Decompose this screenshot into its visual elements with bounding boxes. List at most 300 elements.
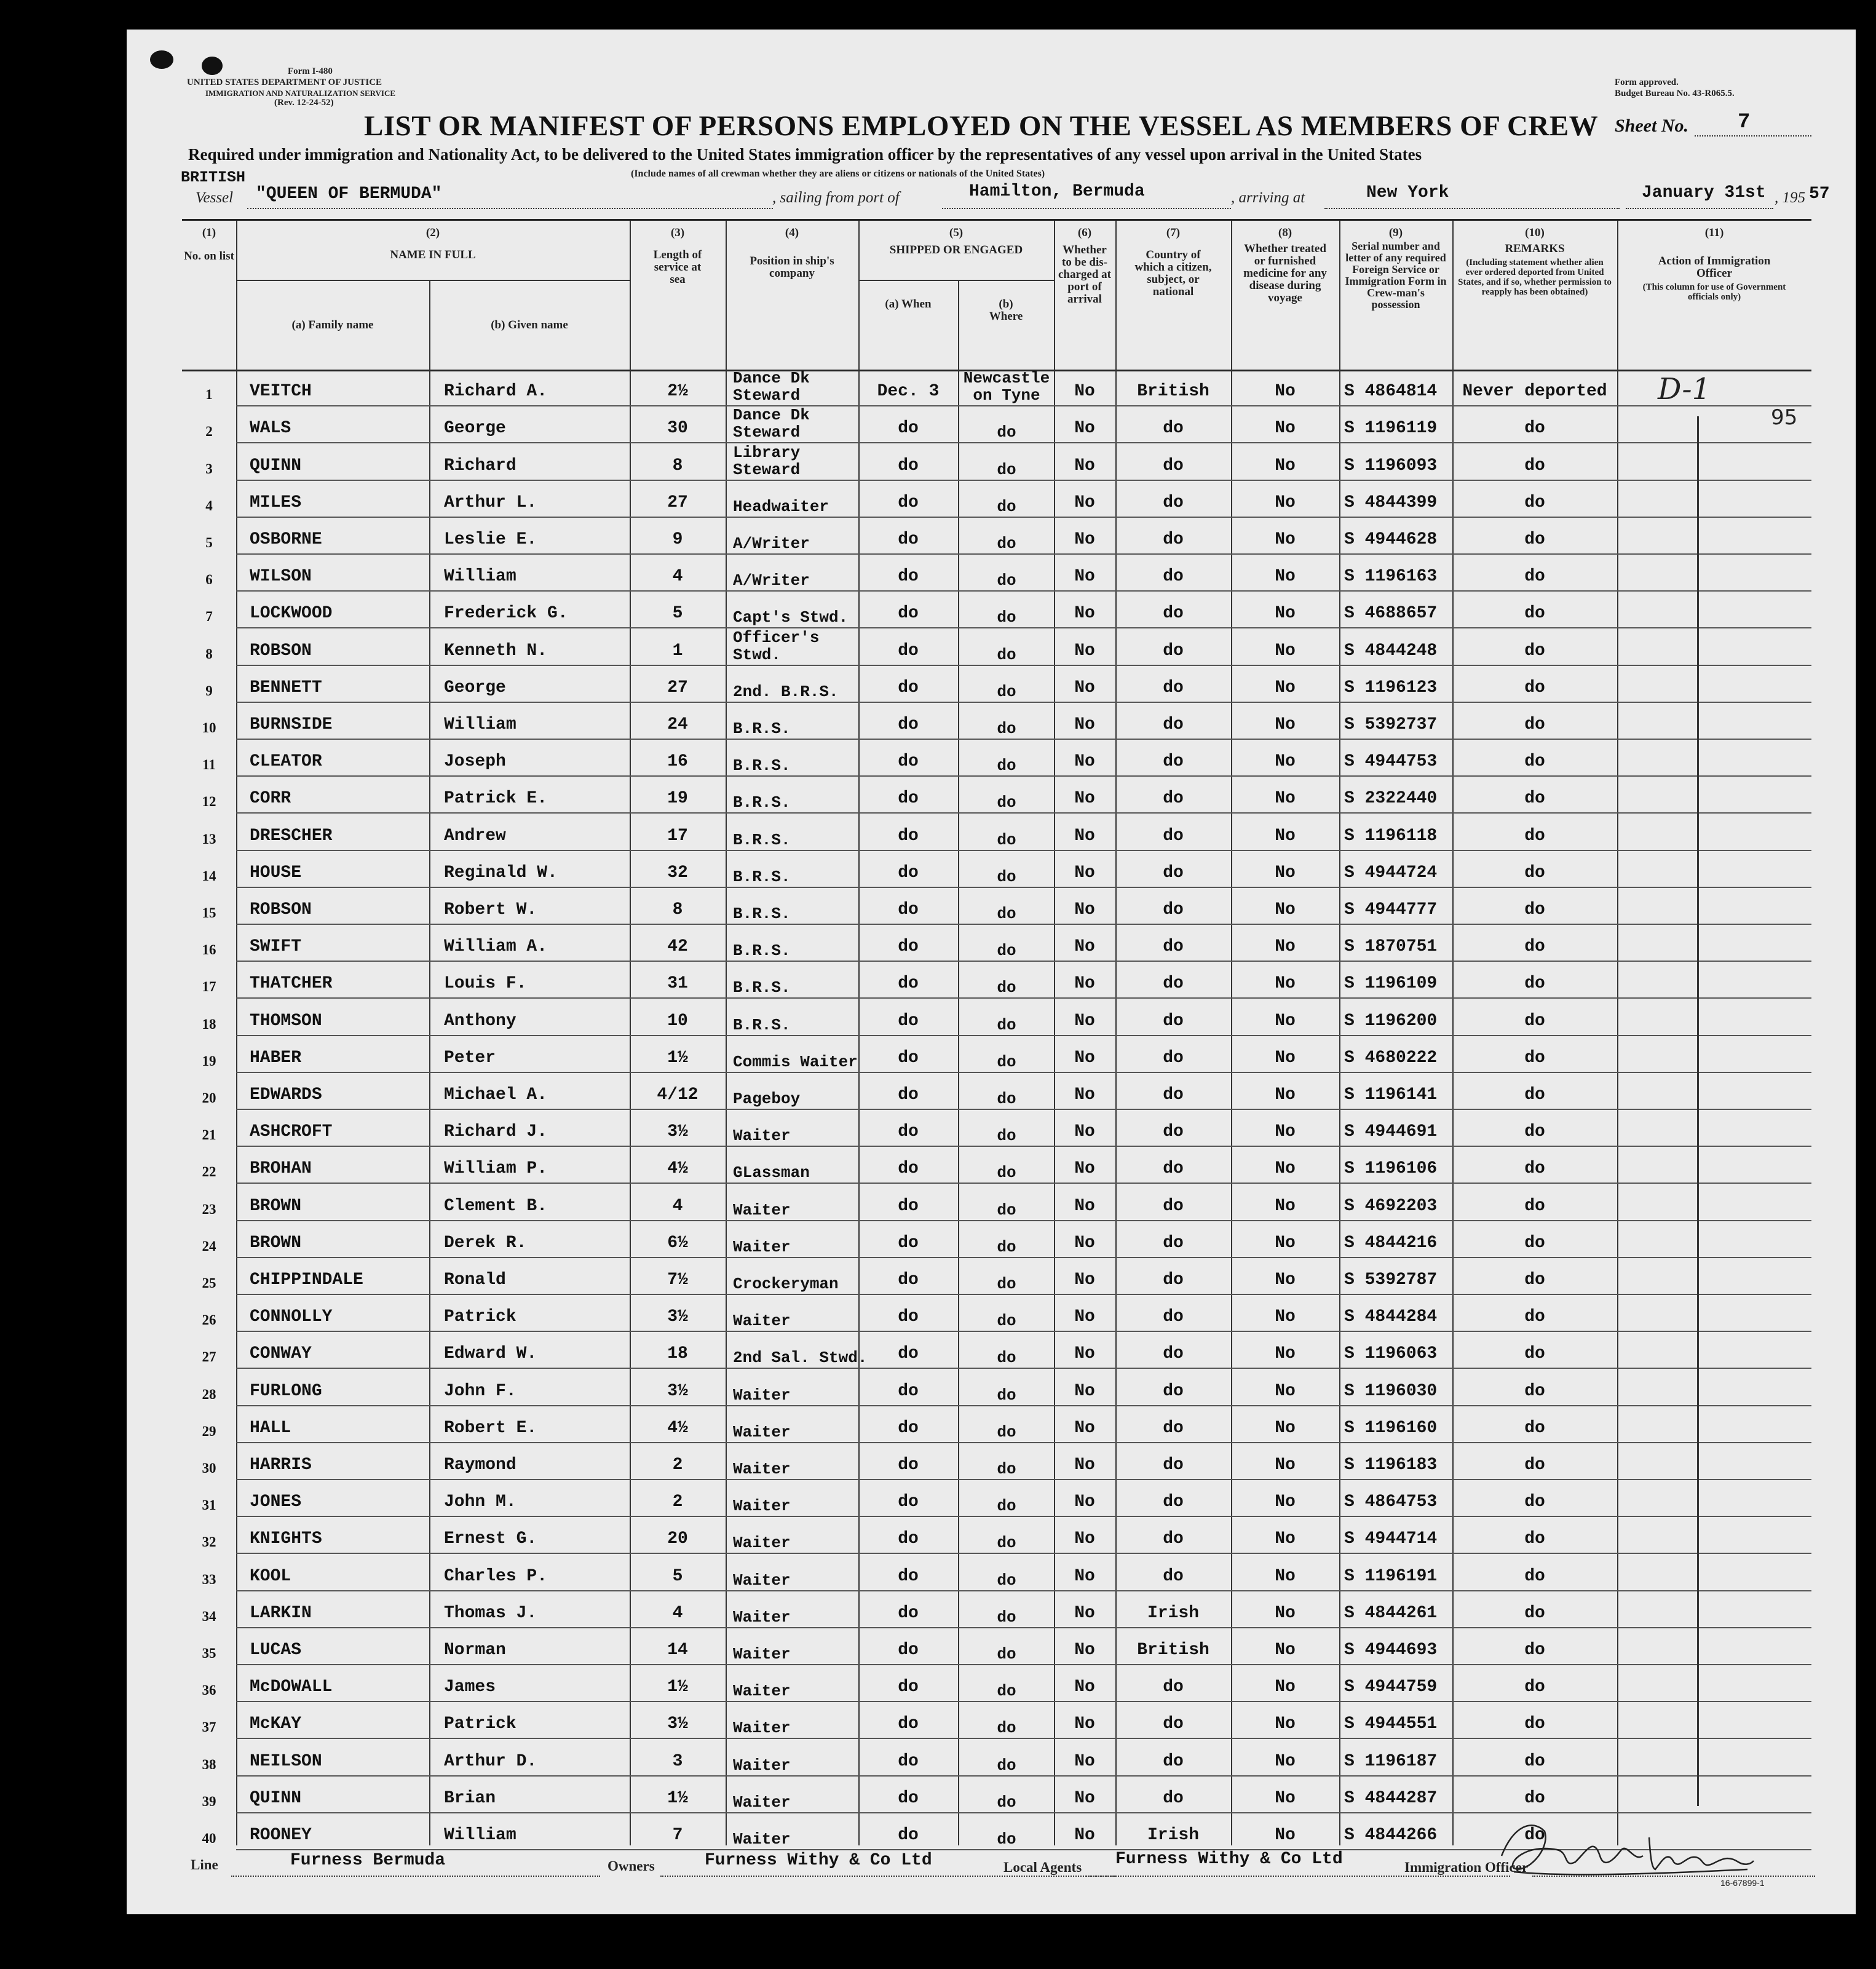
officer-bracket-line <box>1697 416 1699 1806</box>
row-number: 18 <box>202 1016 216 1032</box>
position-cell: B.R.S. <box>733 793 791 812</box>
row-number: 26 <box>202 1312 216 1328</box>
length-of-service-cell: 3½ <box>667 1381 688 1401</box>
given-name-cell: William A. <box>444 937 548 957</box>
shipped-when-cell: do <box>898 1566 919 1586</box>
row-number: 12 <box>202 794 216 810</box>
discharged-cell: No <box>1074 604 1095 624</box>
form-approval: Form approved. <box>1615 77 1679 87</box>
family-name-cell: ROBSON <box>250 900 312 919</box>
shipped-where-cell: do <box>997 978 1016 997</box>
shipped-where-cell: do <box>997 1497 1016 1516</box>
position-cell: Waiter <box>733 1829 791 1848</box>
position-cell: 2nd. B.R.S. <box>733 682 839 701</box>
shipped-when-cell: do <box>898 641 919 660</box>
shipped-where-cell: do <box>997 1682 1016 1701</box>
col-remarks-head: (10) REMARKS (Including statement whether alien ever ordered deported from United States, and if so, whether permission to reapply has been obtained) <box>1458 226 1612 297</box>
shipped-where-cell: do <box>997 1422 1016 1441</box>
row-number: 29 <box>202 1423 216 1439</box>
shipped-when-cell: do <box>898 1678 919 1697</box>
family-name-cell: QUINN <box>250 1788 302 1808</box>
family-name-cell: QUINN <box>250 456 302 475</box>
row-number: 31 <box>202 1497 216 1513</box>
treated-cell: No <box>1275 1085 1296 1104</box>
page-count-mark: 95 <box>1771 405 1798 430</box>
position-cell: B.R.S. <box>733 904 791 923</box>
table-row <box>182 1147 1811 1184</box>
discharged-cell: No <box>1074 678 1095 697</box>
remarks-cell: do <box>1524 604 1545 624</box>
length-of-service-cell: 31 <box>667 974 688 994</box>
family-name-cell: WILSON <box>250 567 312 587</box>
country-cell: do <box>1163 493 1184 512</box>
remarks-cell: do <box>1524 493 1545 512</box>
remarks-cell: do <box>1524 826 1545 846</box>
length-of-service-cell: 3 <box>672 1751 683 1771</box>
treated-cell: No <box>1275 1751 1296 1771</box>
shipped-where-cell: do <box>997 1200 1016 1219</box>
serial-number-cell: S 1196109 <box>1344 974 1438 994</box>
country-cell: Irish <box>1147 1825 1199 1845</box>
country-cell: do <box>1163 678 1184 697</box>
given-name-cell: Richard <box>444 456 516 475</box>
sheet-number-label: Sheet No. <box>1615 116 1688 136</box>
country-cell: do <box>1163 789 1184 809</box>
shipped-when-cell: do <box>898 1122 919 1142</box>
shipped-when-cell: do <box>898 604 919 624</box>
discharged-cell: No <box>1074 937 1095 957</box>
table-row <box>182 1295 1811 1332</box>
col-given-name-head: (b) Given name <box>491 319 568 331</box>
remarks-cell: do <box>1524 567 1545 587</box>
vessel-label: Vessel <box>196 189 234 206</box>
discharged-cell: No <box>1074 1418 1095 1438</box>
given-name-cell: Reginald W. <box>444 863 558 882</box>
table-row <box>182 1110 1811 1147</box>
shipped-when-cell: do <box>898 715 919 734</box>
col-discharged-head: (6) Whether to be dis-charged at port of arrival <box>1058 226 1111 306</box>
position-cell: Waiter <box>733 1459 791 1478</box>
remarks-cell: do <box>1524 789 1545 809</box>
shipped-where-cell: do <box>997 1052 1016 1071</box>
length-of-service-cell: 4 <box>672 1196 683 1216</box>
remarks-cell: do <box>1524 1678 1545 1697</box>
year-prefix: , 195 <box>1775 189 1805 206</box>
remarks-cell: do <box>1524 1048 1545 1068</box>
row-number: 11 <box>202 757 216 773</box>
treated-cell: No <box>1275 752 1296 772</box>
length-of-service-cell: 6½ <box>667 1233 688 1253</box>
shipped-when-cell: do <box>898 900 919 919</box>
length-of-service-cell: 16 <box>667 752 688 772</box>
shipped-when-cell: do <box>898 1085 919 1104</box>
family-name-cell: CONNOLLY <box>250 1307 333 1327</box>
length-of-service-cell: 1½ <box>667 1048 688 1068</box>
shipped-where-cell: do <box>997 1163 1016 1183</box>
shipped-where-cell: do <box>997 719 1016 738</box>
line-label: Line <box>191 1857 218 1872</box>
table-row <box>182 1628 1811 1665</box>
table-row <box>182 1777 1811 1813</box>
given-name-cell: Arthur D. <box>444 1751 537 1771</box>
shipped-where-cell: do <box>997 423 1016 442</box>
family-name-cell: DRESCHER <box>250 826 333 846</box>
serial-number-cell: S 1196191 <box>1344 1566 1438 1586</box>
crew-table <box>182 219 1811 1848</box>
remarks-cell: do <box>1524 1159 1545 1179</box>
discharged-cell: No <box>1074 900 1095 919</box>
discharged-cell: No <box>1074 1714 1095 1734</box>
country-cell: do <box>1163 1270 1184 1290</box>
departure-port: Hamilton, Bermuda <box>969 182 1145 201</box>
discharged-cell: No <box>1074 1307 1095 1327</box>
treated-cell: No <box>1275 641 1296 660</box>
given-name-cell: Joseph <box>444 752 506 772</box>
table-row <box>182 962 1811 999</box>
table-row <box>182 481 1811 518</box>
position-cell: A/Writer <box>733 571 810 590</box>
shipped-where-cell: do <box>997 1385 1016 1404</box>
given-name-cell: James <box>444 1678 496 1697</box>
country-cell: do <box>1163 715 1184 734</box>
remarks-cell: do <box>1524 641 1545 660</box>
treated-cell: No <box>1275 1566 1296 1586</box>
country-cell: do <box>1163 1455 1184 1475</box>
shipped-when-cell: do <box>898 1751 919 1771</box>
row-number: 22 <box>202 1164 216 1180</box>
serial-number-cell: S 1196030 <box>1344 1381 1438 1401</box>
family-name-cell: CORR <box>250 789 291 809</box>
length-of-service-cell: 4½ <box>667 1159 688 1179</box>
shipped-where-cell: do <box>997 460 1016 479</box>
row-number: 15 <box>202 905 216 921</box>
shipped-where-cell: do <box>997 1534 1016 1553</box>
table-row <box>182 1554 1811 1591</box>
position-cell: B.R.S. <box>733 978 791 997</box>
shipped-when-cell: do <box>898 456 919 475</box>
agency-service: IMMIGRATION AND NATURALIZATION SERVICE <box>205 89 396 98</box>
shipped-where-cell: do <box>997 756 1016 775</box>
position-cell: Waiter <box>733 1422 791 1441</box>
shipped-when-cell: do <box>898 1714 919 1734</box>
position-cell: Library Steward <box>733 443 801 479</box>
discharged-cell: No <box>1074 382 1095 402</box>
given-name-cell: Peter <box>444 1048 496 1068</box>
treated-cell: No <box>1275 1307 1296 1327</box>
row-number: 36 <box>202 1682 216 1698</box>
remarks-cell: do <box>1524 1270 1545 1290</box>
family-name-cell: BROHAN <box>250 1159 312 1179</box>
serial-number-cell: S 1196118 <box>1344 826 1438 846</box>
treated-cell: No <box>1275 715 1296 734</box>
table-row <box>182 1480 1811 1517</box>
col-treated-head: (8) Whether treated or furnished medicine for any disease during voyage <box>1243 226 1327 304</box>
shipped-where-cell: do <box>997 1274 1016 1293</box>
table-row <box>182 443 1811 480</box>
shipped-when-cell: do <box>898 1344 919 1364</box>
given-name-cell: William <box>444 715 516 734</box>
family-name-cell: SWIFT <box>250 937 302 957</box>
family-name-cell: BROWN <box>250 1233 302 1253</box>
serial-number-cell: S 1196163 <box>1344 567 1438 587</box>
serial-number-cell: S 4944759 <box>1344 1678 1438 1697</box>
vessel-name: "QUEEN OF BERMUDA" <box>256 184 442 204</box>
treated-cell: No <box>1275 1640 1296 1660</box>
family-name-cell: THOMSON <box>250 1011 322 1031</box>
row-number: 8 <box>205 646 213 662</box>
given-name-cell: Frederick G. <box>444 604 568 624</box>
serial-number-cell: S 4688657 <box>1344 604 1438 624</box>
position-cell: Waiter <box>733 1793 791 1812</box>
table-row <box>182 1258 1811 1295</box>
col-shipped-where-head: (b) Where <box>989 298 1023 323</box>
row-number: 14 <box>202 868 216 884</box>
position-cell: Waiter <box>733 1312 791 1331</box>
treated-cell: No <box>1275 382 1296 402</box>
treated-cell: No <box>1275 789 1296 809</box>
remarks-cell: do <box>1524 678 1545 697</box>
length-of-service-cell: 3½ <box>667 1122 688 1142</box>
given-name-cell: Leslie E. <box>444 529 537 549</box>
shipped-where-cell: do <box>997 1719 1016 1738</box>
given-name-cell: Derek R. <box>444 1233 527 1253</box>
table-row <box>182 1406 1811 1443</box>
serial-number-cell: S 1196093 <box>1344 456 1438 475</box>
shipped-where-cell: do <box>997 497 1016 516</box>
position-cell: Pageboy <box>733 1089 801 1108</box>
shipped-when-cell: do <box>898 1640 919 1660</box>
shipped-where-cell: do <box>997 571 1016 590</box>
remarks-cell: do <box>1524 863 1545 882</box>
officer-mark: D-1 <box>1658 372 1711 406</box>
position-cell: B.R.S. <box>733 830 791 849</box>
treated-cell: No <box>1275 1788 1296 1808</box>
row-number: 24 <box>202 1238 216 1254</box>
col-number-head: (1) No. on list <box>184 226 234 263</box>
discharged-cell: No <box>1074 1344 1095 1364</box>
position-cell: Crockeryman <box>733 1274 839 1293</box>
serial-number-cell: S 1196119 <box>1344 419 1438 438</box>
serial-number-cell: S 4844261 <box>1344 1603 1438 1623</box>
given-name-cell: Louis F. <box>444 974 527 994</box>
position-cell: Waiter <box>733 1127 791 1146</box>
row-number: 39 <box>202 1793 216 1809</box>
country-cell: do <box>1163 1418 1184 1438</box>
country-cell: do <box>1163 1529 1184 1549</box>
serial-number-cell: S 4844266 <box>1344 1825 1438 1845</box>
serial-number-cell: S 1870751 <box>1344 937 1438 957</box>
treated-cell: No <box>1275 604 1296 624</box>
position-cell: B.R.S. <box>733 867 791 886</box>
col-position-head: (4) Position in ship's company <box>750 226 834 280</box>
form-subtitle: Required under immigration and Nationality Act, to be delivered to the United States immigration officer by the representatives of any vessel upon arrival in the United States <box>188 145 1422 164</box>
country-cell: do <box>1163 1122 1184 1142</box>
position-cell: GLassman <box>733 1163 810 1183</box>
row-number: 1 <box>205 387 213 403</box>
serial-number-cell: S 4944724 <box>1344 863 1438 882</box>
shipped-when-cell: do <box>898 1455 919 1475</box>
country-cell: do <box>1163 1788 1184 1808</box>
serial-number-cell: S 2322440 <box>1344 789 1438 809</box>
family-name-cell: OSBORNE <box>250 529 322 549</box>
position-cell: Waiter <box>733 1385 791 1404</box>
discharged-cell: No <box>1074 752 1095 772</box>
agency-name: UNITED STATES DEPARTMENT OF JUSTICE <box>187 77 382 87</box>
shipped-when-cell: do <box>898 1048 919 1068</box>
given-name-cell: Patrick <box>444 1714 516 1734</box>
table-row <box>182 406 1811 443</box>
shipped-when-cell: do <box>898 1418 919 1438</box>
serial-number-cell: S 1196160 <box>1344 1418 1438 1438</box>
table-row <box>182 1517 1811 1554</box>
serial-number-cell: S 4944628 <box>1344 529 1438 549</box>
family-name-cell: KNIGHTS <box>250 1529 322 1549</box>
position-cell: Waiter <box>733 1644 791 1663</box>
given-name-cell: Richard A. <box>444 382 548 402</box>
family-name-cell: LOCKWOOD <box>250 604 333 624</box>
shipped-when-cell: do <box>898 789 919 809</box>
given-name-cell: Charles P. <box>444 1566 548 1586</box>
row-number: 38 <box>202 1756 216 1772</box>
given-name-cell: Robert W. <box>444 900 537 919</box>
length-of-service-cell: 30 <box>667 419 688 438</box>
remarks-cell: do <box>1524 715 1545 734</box>
given-name-cell: Andrew <box>444 826 506 846</box>
shipped-when-cell: do <box>898 1159 919 1179</box>
family-name-cell: McKAY <box>250 1714 302 1734</box>
country-cell: do <box>1163 641 1184 660</box>
discharged-cell: No <box>1074 1751 1095 1771</box>
discharged-cell: No <box>1074 456 1095 475</box>
country-cell: Irish <box>1147 1603 1199 1623</box>
family-name-cell: CLEATOR <box>250 752 322 772</box>
country-cell: British <box>1137 382 1209 402</box>
immigration-officer-label: Immigration Officer <box>1404 1860 1529 1875</box>
given-name-cell: William P. <box>444 1159 548 1179</box>
position-cell: B.R.S. <box>733 756 791 775</box>
remarks-cell: do <box>1524 1196 1545 1216</box>
table-row <box>182 555 1811 592</box>
treated-cell: No <box>1275 974 1296 994</box>
family-name-cell: FURLONG <box>250 1381 322 1401</box>
shipped-where-cell: do <box>997 645 1016 664</box>
length-of-service-cell: 5 <box>672 604 683 624</box>
table-row <box>182 518 1811 555</box>
length-of-service-cell: 2 <box>672 1492 683 1512</box>
family-name-cell: LARKIN <box>250 1603 312 1623</box>
shipped-where-cell: do <box>997 1571 1016 1590</box>
row-number: 20 <box>202 1090 216 1106</box>
given-name-cell: Thomas J. <box>444 1603 537 1623</box>
shipped-where-cell: do <box>997 830 1016 849</box>
shipped-where-cell: do <box>997 904 1016 923</box>
position-cell: B.R.S. <box>733 941 791 961</box>
family-name-cell: ROBSON <box>250 641 312 660</box>
treated-cell: No <box>1275 1048 1296 1068</box>
shipped-where-cell: do <box>997 1459 1016 1478</box>
length-of-service-cell: 4 <box>672 1603 683 1623</box>
row-number: 34 <box>202 1608 216 1624</box>
family-name-cell: CONWAY <box>250 1344 312 1364</box>
shipped-when-cell: do <box>898 678 919 697</box>
treated-cell: No <box>1275 937 1296 957</box>
country-cell: do <box>1163 900 1184 919</box>
discharged-cell: No <box>1074 1122 1095 1142</box>
col-shipped-when-head: (a) When <box>885 298 932 311</box>
position-cell: Waiter <box>733 1534 791 1553</box>
discharged-cell: No <box>1074 1159 1095 1179</box>
treated-cell: No <box>1275 1344 1296 1364</box>
given-name-cell: Anthony <box>444 1011 516 1031</box>
row-number: 37 <box>202 1719 216 1735</box>
length-of-service-cell: 32 <box>667 863 688 882</box>
sheet-number-value: 7 <box>1738 111 1751 134</box>
table-row <box>182 814 1811 850</box>
position-cell: B.R.S. <box>733 1015 791 1034</box>
punch-hole <box>150 50 173 69</box>
table-row <box>182 777 1811 814</box>
serial-number-cell: S 1196141 <box>1344 1085 1438 1104</box>
length-of-service-cell: 8 <box>672 900 683 919</box>
shipped-when-cell: do <box>898 1011 919 1031</box>
given-name-cell: Edward W. <box>444 1344 537 1364</box>
shipped-when-cell: do <box>898 567 919 587</box>
serial-number-cell: S 5392787 <box>1344 1270 1438 1290</box>
shipped-when-cell: do <box>898 1307 919 1327</box>
serial-number-cell: S 4844287 <box>1344 1788 1438 1808</box>
family-name-cell: HALL <box>250 1418 291 1438</box>
shipped-where-cell: do <box>997 1312 1016 1331</box>
given-name-cell: George <box>444 678 506 697</box>
family-name-cell: HARRIS <box>250 1455 312 1475</box>
family-name-cell: NEILSON <box>250 1751 322 1771</box>
remarks-cell: do <box>1524 1566 1545 1586</box>
family-name-cell: KOOL <box>250 1566 291 1586</box>
shipped-when-cell: do <box>898 1492 919 1512</box>
shipped-when-cell: do <box>898 826 919 846</box>
discharged-cell: No <box>1074 1492 1095 1512</box>
country-cell: do <box>1163 826 1184 846</box>
shipped-where-cell: do <box>997 608 1016 627</box>
family-name-cell: BURNSIDE <box>250 715 333 734</box>
serial-number-cell: S 1196183 <box>1344 1455 1438 1475</box>
discharged-cell: No <box>1074 1455 1095 1475</box>
family-name-cell: THATCHER <box>250 974 333 994</box>
budget-bureau-number: Budget Bureau No. 43-R065.5. <box>1615 89 1735 98</box>
discharged-cell: No <box>1074 1085 1095 1104</box>
position-cell: Officer's Stwd. <box>733 628 820 664</box>
shipped-when-cell: do <box>898 1381 919 1401</box>
page-title: LIST OR MANIFEST OF PERSONS EMPLOYED ON THE VESSEL AS MEMBERS OF CREW <box>364 110 1599 142</box>
serial-number-cell: S 4680222 <box>1344 1048 1438 1068</box>
position-cell: Waiter <box>733 1682 791 1701</box>
family-name-cell: MILES <box>250 493 302 512</box>
row-number: 3 <box>205 461 213 477</box>
discharged-cell: No <box>1074 1566 1095 1586</box>
table-row <box>182 1073 1811 1110</box>
table-row <box>182 1665 1811 1702</box>
shipped-when-cell: do <box>898 1788 919 1808</box>
treated-cell: No <box>1275 1270 1296 1290</box>
family-name-cell: ROONEY <box>250 1825 312 1845</box>
remarks-cell: do <box>1524 1011 1545 1031</box>
length-of-service-cell: 3½ <box>667 1714 688 1734</box>
serial-number-cell: S 1196200 <box>1344 1011 1438 1031</box>
print-code: 16-67899-1 <box>1720 1878 1765 1888</box>
remarks-cell: do <box>1524 1381 1545 1401</box>
position-cell: Waiter <box>733 1237 791 1256</box>
length-of-service-cell: 18 <box>667 1344 688 1364</box>
